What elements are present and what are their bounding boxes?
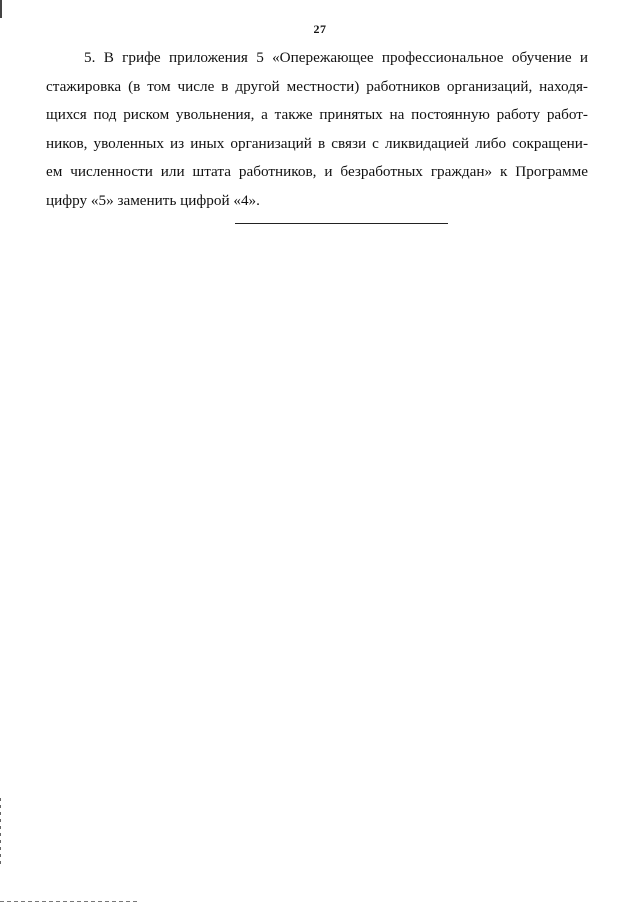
amendment-paragraph [46, 44, 588, 215]
scan-edge-mark [0, 901, 140, 902]
paragraph-line: 5. В грифе приложения 5 «Опережающее профессиональное обучение и [84, 49, 588, 66]
end-of-text-rule [235, 223, 448, 224]
page-number: 27 [313, 22, 327, 36]
paragraph-line: щихся под риском увольнения, а также принятых на постоянную работу работ- [46, 106, 588, 123]
scan-edge-mark [0, 798, 1, 868]
scan-edge-mark [0, 0, 2, 18]
paragraph-line: ем численности или штата работников, и безработных граждан» к Программе [46, 163, 588, 180]
paragraph-line: стажировка (в том числе в другой местности) работников организаций, находя- [46, 77, 588, 95]
paragraph-line: цифру «5» заменить цифрой «4». [46, 191, 260, 209]
paragraph-line: ников, уволенных из иных организаций в связи с ликвидацией либо сокращени- [46, 134, 588, 152]
